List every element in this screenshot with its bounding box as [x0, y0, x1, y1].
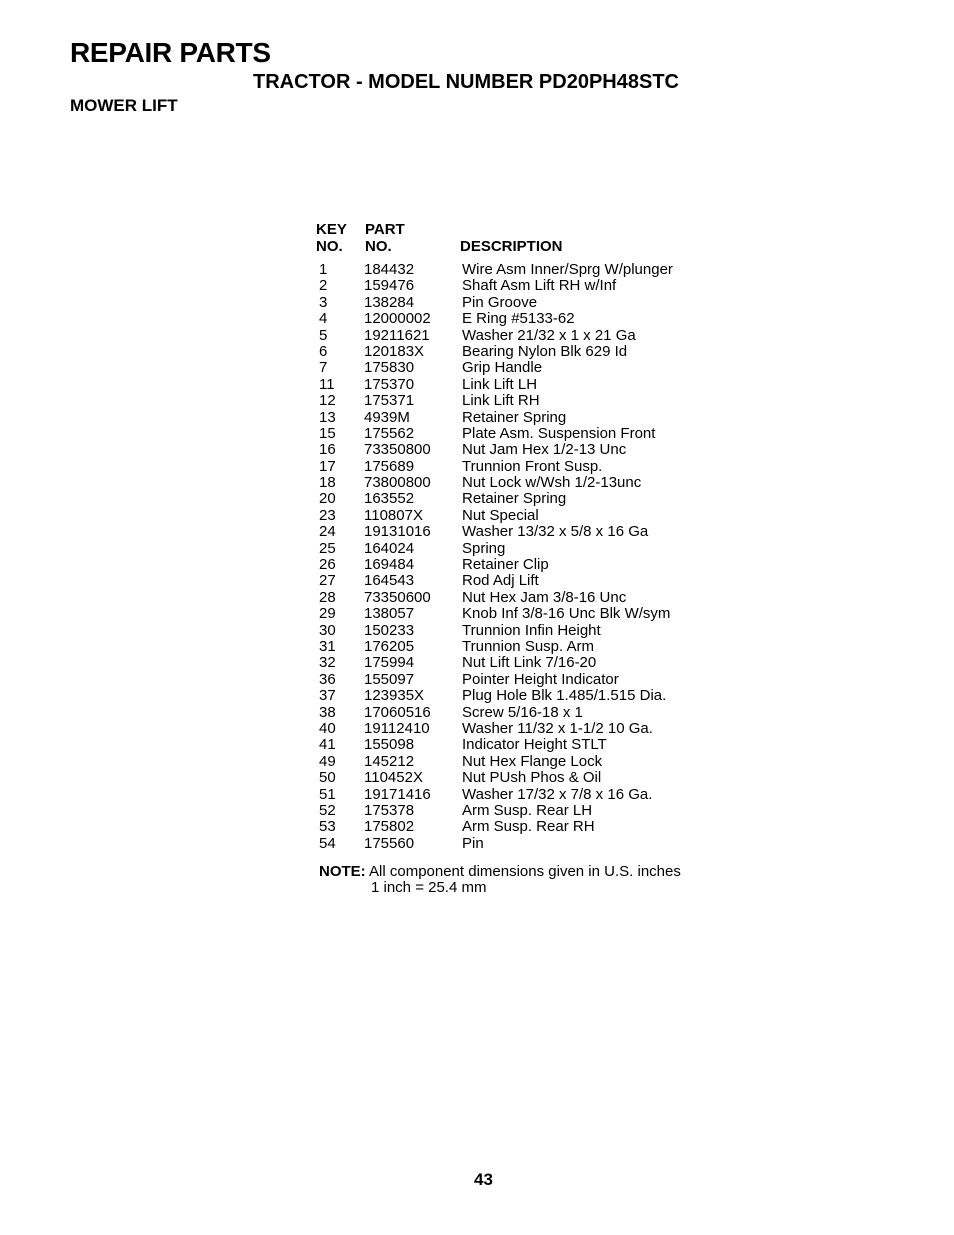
row-key-no: 7: [319, 359, 328, 377]
row-part-no: 73350800: [364, 441, 431, 459]
row-part-no: 123935X: [364, 687, 425, 705]
row-description: Trunnion Susp. Arm: [462, 637, 595, 655]
row-key-no: 4: [319, 310, 328, 328]
row-part-no: 175378: [364, 801, 415, 819]
row-description: Plate Asm. Suspension Front: [462, 424, 656, 442]
row-description: Nut Jam Hex 1/2-13 Unc: [462, 441, 627, 459]
row-part-no: 73800800: [364, 474, 431, 492]
page-title: REPAIR PARTS: [70, 37, 271, 68]
row-key-no: 11: [319, 375, 335, 393]
row-key-no: 49: [319, 752, 336, 770]
row-description: Nut Hex Jam 3/8-16 Unc: [462, 588, 627, 606]
row-part-no: 175562: [364, 424, 415, 442]
header-part-line1: PART: [365, 221, 405, 238]
row-description: E Ring #5133-62: [462, 310, 575, 328]
row-description: Arm Susp. Rear RH: [462, 818, 595, 836]
row-key-no: 51: [319, 785, 336, 803]
row-description: Arm Susp. Rear LH: [462, 801, 593, 819]
header-key-line1: KEY: [316, 221, 347, 238]
row-description: Shaft Asm Lift RH w/Inf: [462, 277, 617, 295]
row-description: Washer 21/32 x 1 x 21 Ga: [462, 326, 636, 344]
note-line2: 1 inch = 25.4 mm: [371, 879, 487, 897]
row-part-no: 169484: [364, 556, 415, 574]
row-key-no: 5: [319, 326, 328, 344]
row-part-no: 184432: [364, 261, 415, 278]
row-part-no: 175802: [364, 818, 415, 836]
row-part-no: 175689: [364, 457, 415, 475]
row-description: Link Lift LH: [462, 375, 538, 393]
row-description: Trunnion Infin Height: [462, 621, 601, 639]
row-key-no: 30: [319, 621, 336, 639]
row-part-no: 155097: [364, 670, 415, 688]
row-key-no: 13: [319, 408, 336, 426]
row-part-no: 19171416: [364, 785, 431, 803]
row-part-no: 150233: [364, 621, 415, 639]
row-part-no: 138057: [364, 605, 415, 623]
note: [319, 864, 681, 897]
row-part-no: 164543: [364, 572, 415, 590]
row-part-no: 175994: [364, 654, 415, 672]
row-key-no: 27: [319, 572, 336, 590]
row-part-no: 19112410: [364, 719, 430, 737]
row-description: Pin: [462, 834, 484, 852]
note-line1: All component dimensions given in U.S. inches: [369, 863, 681, 880]
row-part-no: 4939M: [364, 408, 410, 426]
row-part-no: 175830: [364, 359, 415, 377]
row-part-no: 176205: [364, 637, 415, 655]
row-key-no: 28: [319, 588, 336, 606]
row-key-no: 52: [319, 801, 336, 819]
row-key-no: 2: [319, 277, 328, 295]
row-key-no: 36: [319, 670, 336, 688]
row-key-no: 40: [319, 719, 336, 737]
row-part-no: 164024: [364, 539, 415, 557]
row-part-no: 17060516: [364, 703, 431, 721]
row-description: Wire Asm Inner/Sprg W/plunger: [462, 261, 673, 278]
row-key-no: 6: [319, 342, 328, 360]
row-key-no: 38: [319, 703, 336, 721]
row-description: Washer 17/32 x 7/8 x 16 Ga.: [462, 785, 653, 803]
row-part-no: 138284: [364, 293, 415, 311]
row-description: Knob Inf 3/8-16 Unc Blk W/sym: [462, 605, 671, 623]
model-subtitle: TRACTOR - MODEL NUMBER PD20PH48STC: [253, 71, 679, 93]
row-description: Nut PUsh Phos & Oil: [462, 769, 602, 787]
row-key-no: 17: [319, 457, 336, 475]
row-key-no: 15: [319, 424, 336, 442]
page-number: 43: [474, 1170, 493, 1189]
row-description: Pointer Height Indicator: [462, 670, 619, 688]
row-part-no: 163552: [364, 490, 415, 508]
row-key-no: 16: [319, 441, 336, 459]
row-key-no: 50: [319, 769, 336, 787]
row-description: Indicator Height STLT: [462, 736, 607, 754]
row-description: Washer 13/32 x 5/8 x 16 Ga: [462, 523, 649, 541]
row-description: Washer 11/32 x 1-1/2 10 Ga.: [462, 719, 653, 737]
row-description: Trunnion Front Susp.: [462, 457, 603, 475]
row-key-no: 1: [319, 261, 328, 278]
row-description: Retainer Clip: [462, 556, 549, 574]
row-part-no: 120183X: [364, 342, 425, 360]
row-key-no: 37: [319, 687, 336, 705]
row-key-no: 18: [319, 474, 336, 492]
row-key-no: 31: [319, 637, 336, 655]
section-heading: MOWER LIFT: [70, 96, 178, 115]
row-description: Link Lift RH: [462, 392, 540, 410]
header-part-line2: NO.: [365, 238, 392, 255]
row-key-no: 23: [319, 506, 336, 524]
row-part-no: 110807X: [364, 506, 423, 524]
row-key-no: 53: [319, 818, 336, 836]
row-key-no: 29: [319, 605, 336, 623]
row-key-no: 25: [319, 539, 336, 557]
row-description: Nut Hex Flange Lock: [462, 752, 603, 770]
row-description: Grip Handle: [462, 359, 543, 377]
header-key-line2: NO.: [316, 238, 343, 255]
row-description: Retainer Spring: [462, 408, 567, 426]
row-key-no: 54: [319, 834, 336, 852]
row-description: Nut Lock w/Wsh 1/2-13unc: [462, 474, 642, 492]
row-part-no: 19211621: [364, 326, 430, 344]
row-part-no: 12000002: [364, 310, 431, 328]
row-part-no: 175371: [364, 392, 415, 410]
row-description: Nut Lift Link 7/16-20: [462, 654, 597, 672]
row-description: Spring: [462, 539, 506, 557]
row-description: Retainer Spring: [462, 490, 567, 508]
row-description: Screw 5/16-18 x 1: [462, 703, 583, 721]
note-label: NOTE:: [319, 863, 366, 880]
row-key-no: 12: [319, 392, 336, 410]
row-part-no: 145212: [364, 752, 415, 770]
row-description: Nut Special: [462, 506, 539, 524]
row-description: Bearing Nylon Blk 629 Id: [462, 342, 628, 360]
row-key-no: 24: [319, 523, 336, 541]
row-key-no: 32: [319, 654, 336, 672]
row-key-no: 20: [319, 490, 336, 508]
row-description: Pin Groove: [462, 293, 538, 311]
row-part-no: 175370: [364, 375, 415, 393]
row-part-no: 19131016: [364, 523, 431, 541]
header-description: DESCRIPTION: [460, 238, 563, 255]
row-key-no: 41: [319, 736, 336, 754]
row-part-no: 175560: [364, 834, 415, 852]
row-description: Rod Adj Lift: [462, 572, 539, 590]
row-part-no: 159476: [364, 277, 415, 295]
row-description: Plug Hole Blk 1.485/1.515 Dia.: [462, 687, 667, 705]
row-part-no: 110452X: [364, 769, 423, 787]
row-key-no: 3: [319, 293, 328, 311]
row-part-no: 73350600: [364, 588, 431, 606]
row-key-no: 26: [319, 556, 336, 574]
row-part-no: 155098: [364, 736, 415, 754]
